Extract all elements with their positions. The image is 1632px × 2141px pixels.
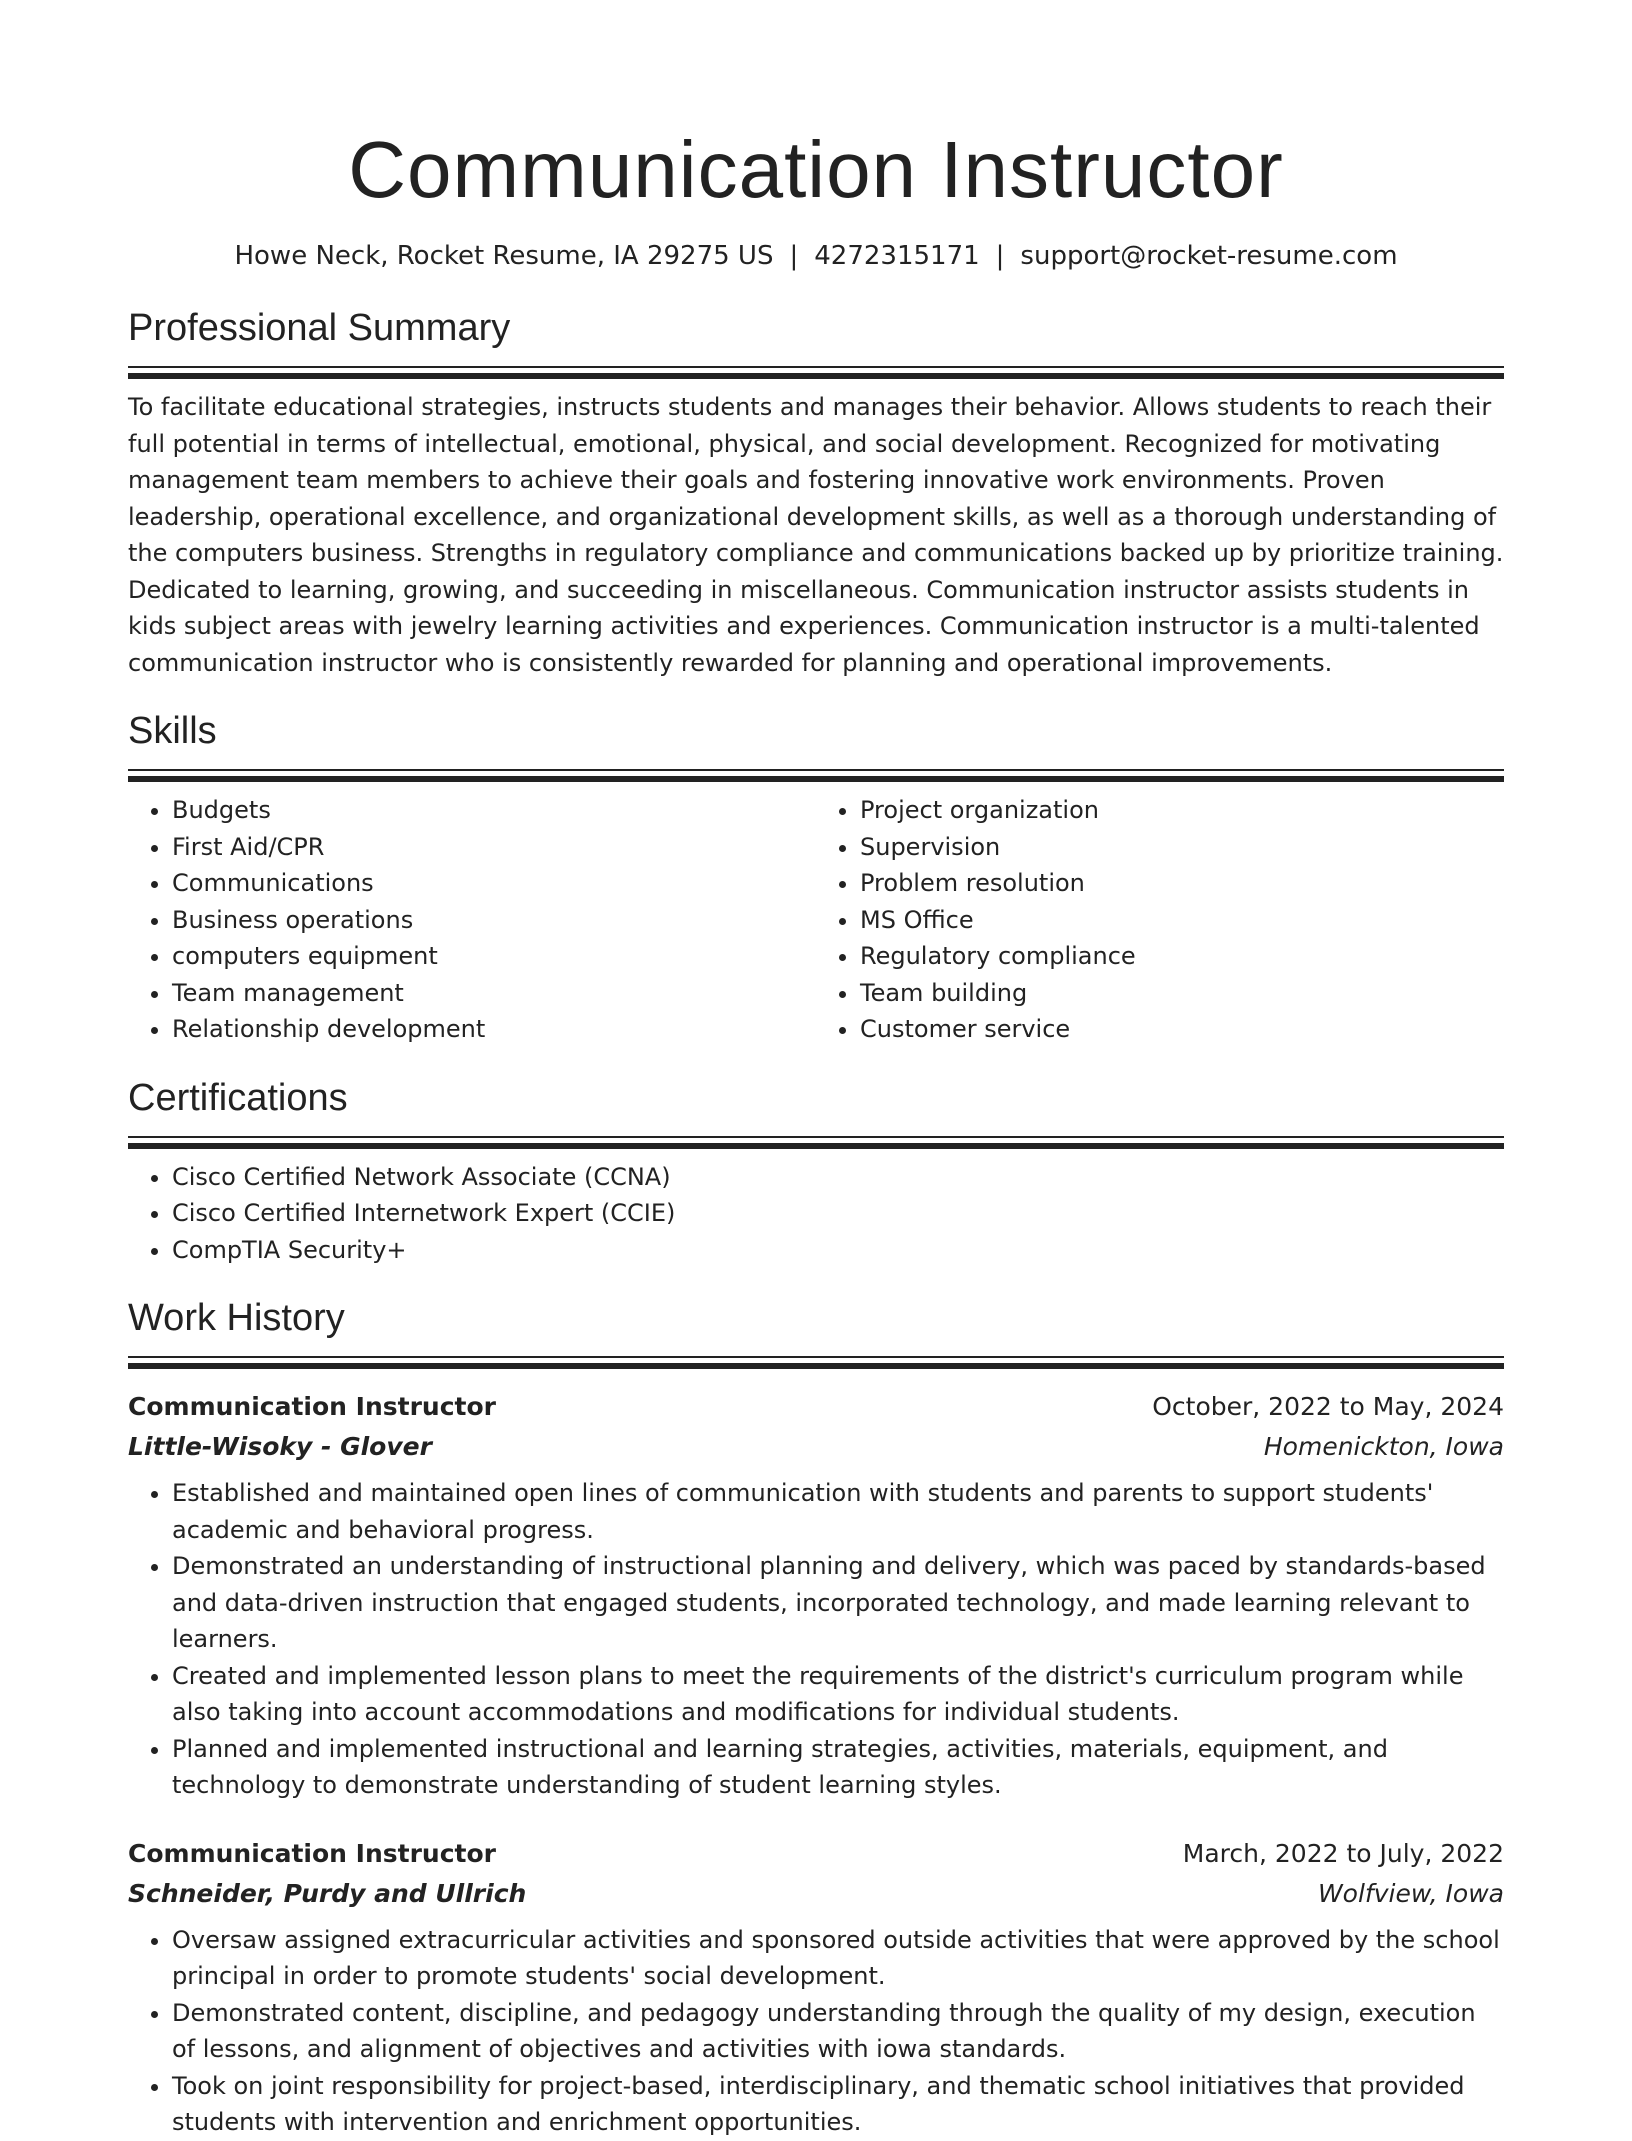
job-header <box>128 1387 1504 1427</box>
section-title-work-history: Work History <box>128 1297 345 1339</box>
section-title-certifications: Certifications <box>128 1076 348 1119</box>
section-title-summary: Professional Summary <box>128 307 511 349</box>
certifications-section <box>128 1074 1504 1269</box>
skill-item: • Problem resolution <box>860 865 1504 902</box>
job-company: Schneider, Purdy and Ullrich <box>128 1878 527 1908</box>
contact-separator: | <box>995 241 1005 271</box>
work-history-section <box>128 1294 1504 2141</box>
job-location: Wolfview, Iowa <box>1317 1878 1504 1908</box>
contact-line <box>128 238 1504 274</box>
contact-address: Howe Neck, Rocket Resume, IA 29275 US <box>234 241 774 271</box>
job-dates: October, 2022 to May, 2024 <box>1152 1392 1504 1421</box>
job-subheader <box>128 1874 1504 1914</box>
skill-item: • Business operations <box>172 902 816 939</box>
skill-item: • MS Office <box>860 902 1504 939</box>
contact-phone: 4272315171 <box>814 241 980 271</box>
job-bullets <box>128 1922 1504 2141</box>
job-dates: March, 2022 to July, 2022 <box>1182 1838 1504 1868</box>
skills-list-right <box>816 792 1504 1048</box>
skill-item: • Customer service <box>860 1011 1504 1048</box>
certification-item: • Cisco Certified Network Associate (CCNA) <box>172 1159 1504 1196</box>
skills-list-left <box>128 792 816 1048</box>
skills-section <box>128 707 1504 1048</box>
job-title: Communication Instructor <box>128 1838 497 1868</box>
certification-item: • Cisco Certified Internetwork Expert (CCIE) <box>172 1195 1504 1232</box>
contact-email: support@rocket-resume.com <box>1020 241 1398 271</box>
job-company: Little-Wisoky - Glover <box>128 1432 432 1461</box>
skill-item: • Relationship development <box>172 1011 816 1048</box>
skill-item: • Supervision <box>860 829 1504 866</box>
section-title-skills: Skills <box>128 710 217 752</box>
job-bullet: • Demonstrated an understanding of instructional planning and delivery, which was paced by standards-based and data-driven instruction that engaged students, incorporated technology, and made learning relevant to learners. <box>172 1548 1504 1658</box>
skill-item: • First Aid/CPR <box>172 829 816 866</box>
summary-text: To facilitate educational strategies, instructs students and manages their behavior. Allows students to reach their full potential in terms of intellectual, emotional, physical, and social development. Recognized for motivating management team members to achieve their goals and fostering innovative work environments. Proven leadership, operational excellence, and organizational development skills, as well as a thorough understanding of the computers business. Strengths in regulatory compliance and communications backed up by prioritize training. Dedicated to learning, growing, and succeeding in miscellaneous. Communication instructor assists students in kids subject areas with jewelry learning activities and experiences. Communication instructor is a multi-talented communication instructor who is consistently rewarded for planning and operational improvements. <box>128 393 1504 677</box>
skill-item: • Project organization <box>860 792 1504 829</box>
job-bullet: • Took on joint responsibility for project-based, interdisciplinary, and thematic school initiatives that provided students with intervention and enrichment opportunities. <box>172 2068 1504 2141</box>
job-bullet: • Oversaw assigned extracurricular activities and sponsored outside activities that were approved by the school principal in order to promote students' social development. <box>172 1922 1504 1995</box>
contact-separator: | <box>789 241 799 271</box>
certification-item: • CompTIA Security+ <box>172 1232 1504 1269</box>
skill-item: • computers equipment <box>172 938 816 975</box>
section-divider <box>128 1356 1504 1369</box>
job-bullet: • Created and implemented lesson plans to meet the requirements of the district's curriculum program while also taking into account accommodations and modifications for individual students. <box>172 1658 1504 1731</box>
job-bullet: • Demonstrated content, discipline, and pedagogy understanding through the quality of my design, execution of lessons, and alignment of objectives and activities with iowa standards. <box>172 1995 1504 2068</box>
summary-section <box>128 304 1504 681</box>
section-divider <box>128 769 1504 782</box>
resume-name: Communication Instructor <box>348 125 1284 214</box>
skill-item: • Budgets <box>172 792 816 829</box>
job-title: Communication Instructor <box>128 1392 497 1421</box>
skills-grid <box>128 792 1504 1048</box>
job-bullets <box>128 1475 1504 1804</box>
job-bullet: • Planned and implemented instructional and learning strategies, activities, materials, equipment, and technology to demonstrate understanding of student learning styles. <box>172 1731 1504 1804</box>
section-divider <box>128 366 1504 379</box>
skill-item: • Team management <box>172 975 816 1012</box>
skill-item: • Communications <box>172 865 816 902</box>
job-subheader <box>128 1427 1504 1467</box>
job-location: Homenickton, Iowa <box>1263 1432 1504 1461</box>
job-header <box>128 1834 1504 1874</box>
section-divider <box>128 1136 1504 1149</box>
job-entry <box>128 1834 1504 2141</box>
job-bullet: • Established and maintained open lines of communication with students and parents to support students' academic and behavioral progress. <box>172 1475 1504 1548</box>
job-entry <box>128 1387 1504 1804</box>
certifications-list <box>128 1159 1504 1269</box>
skill-item: • Regulatory compliance <box>860 938 1504 975</box>
skill-item: • Team building <box>860 975 1504 1012</box>
